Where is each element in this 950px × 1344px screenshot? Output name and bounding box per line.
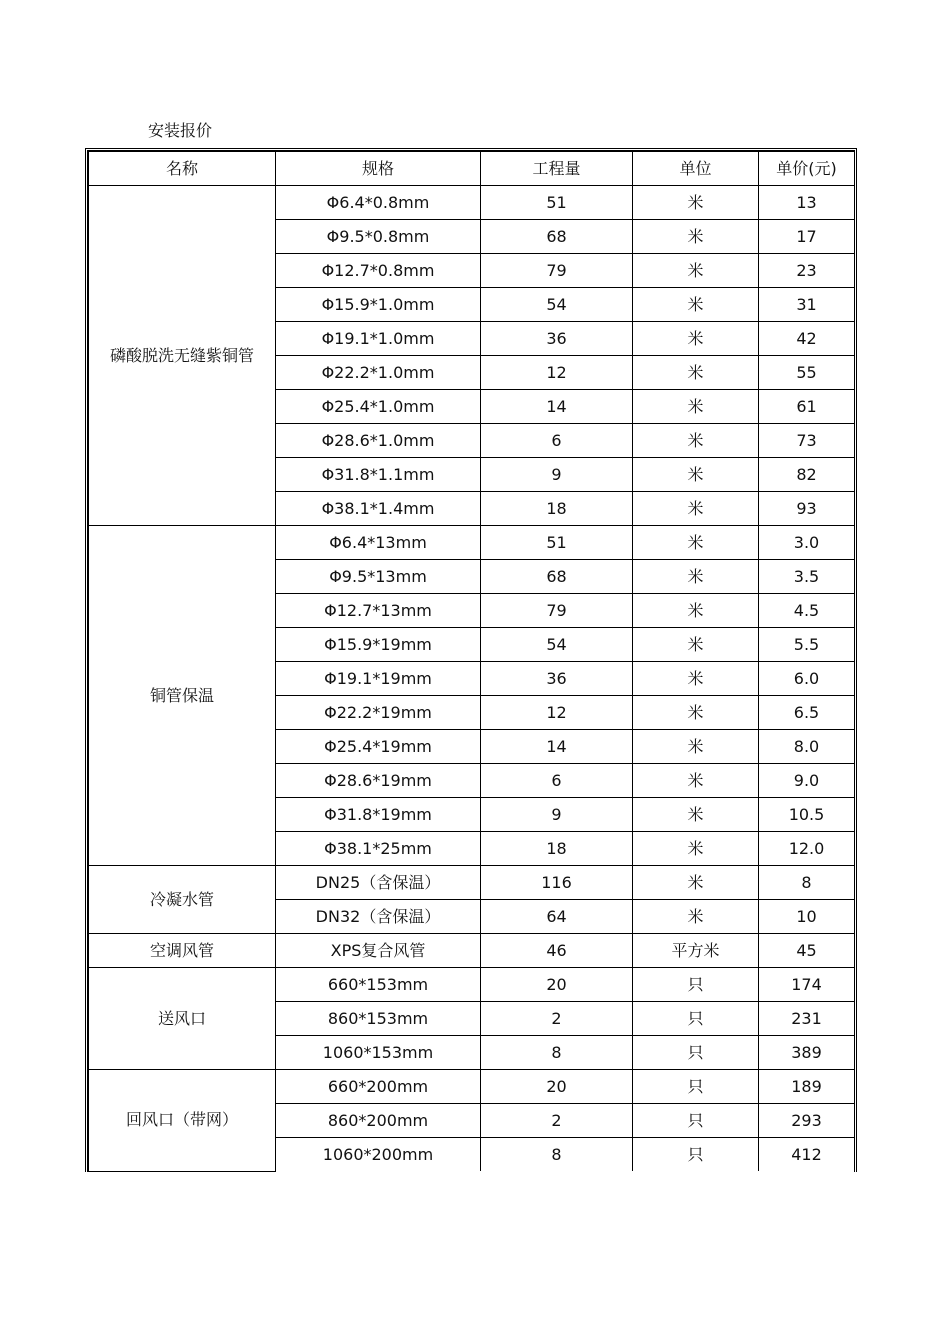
table-row xyxy=(89,934,855,968)
spec-cell: DN25（含保温） xyxy=(276,866,481,900)
header-spec: 规格 xyxy=(276,152,481,186)
header-name: 名称 xyxy=(89,152,276,186)
unit-cell: 米 xyxy=(633,458,759,492)
table-row xyxy=(89,1070,855,1104)
unit-cell: 只 xyxy=(633,1002,759,1036)
quantity-cell: 18 xyxy=(481,492,633,526)
unit-price-cell: 82 xyxy=(759,458,855,492)
unit-price-cell: 12.0 xyxy=(759,832,855,866)
quantity-cell: 6 xyxy=(481,424,633,458)
spec-cell: Φ6.4*0.8mm xyxy=(276,186,481,220)
header-quantity: 工程量 xyxy=(481,152,633,186)
quantity-cell: 36 xyxy=(481,322,633,356)
unit-cell: 米 xyxy=(633,322,759,356)
unit-cell: 米 xyxy=(633,866,759,900)
quantity-cell: 14 xyxy=(481,390,633,424)
spec-cell: XPS复合风管 xyxy=(276,934,481,968)
unit-cell: 只 xyxy=(633,1104,759,1138)
item-name-cell: 空调风管 xyxy=(89,934,276,968)
unit-price-cell: 17 xyxy=(759,220,855,254)
unit-price-cell: 73 xyxy=(759,424,855,458)
unit-price-cell: 13 xyxy=(759,186,855,220)
quantity-cell: 18 xyxy=(481,832,633,866)
quantity-cell: 51 xyxy=(481,526,633,560)
unit-cell: 只 xyxy=(633,1070,759,1104)
quantity-cell: 79 xyxy=(481,594,633,628)
installation-quote-table xyxy=(88,151,855,1172)
unit-price-cell: 9.0 xyxy=(759,764,855,798)
document-title: 安装报价 xyxy=(148,121,213,140)
quantity-cell: 12 xyxy=(481,696,633,730)
unit-cell: 米 xyxy=(633,594,759,628)
quantity-cell: 20 xyxy=(481,968,633,1002)
item-name-cell: 送风口 xyxy=(89,968,276,1070)
item-name-cell: 磷酸脱洗无缝紫铜管 xyxy=(89,186,276,526)
unit-cell: 米 xyxy=(633,696,759,730)
unit-price-cell: 45 xyxy=(759,934,855,968)
unit-cell: 米 xyxy=(633,730,759,764)
table-row xyxy=(89,968,855,1002)
unit-cell: 米 xyxy=(633,492,759,526)
unit-price-cell: 231 xyxy=(759,1002,855,1036)
unit-cell: 米 xyxy=(633,526,759,560)
unit-cell: 米 xyxy=(633,764,759,798)
unit-price-cell: 3.5 xyxy=(759,560,855,594)
spec-cell: Φ31.8*19mm xyxy=(276,798,481,832)
unit-price-cell: 293 xyxy=(759,1104,855,1138)
quantity-cell: 46 xyxy=(481,934,633,968)
table-header-row xyxy=(89,152,855,186)
spec-cell: Φ22.2*1.0mm xyxy=(276,356,481,390)
quantity-cell: 6 xyxy=(481,764,633,798)
quantity-cell: 68 xyxy=(481,220,633,254)
unit-cell: 米 xyxy=(633,356,759,390)
unit-price-cell: 42 xyxy=(759,322,855,356)
spec-cell: 1060*200mm xyxy=(276,1138,481,1172)
spec-cell: 660*153mm xyxy=(276,968,481,1002)
spec-cell: Φ31.8*1.1mm xyxy=(276,458,481,492)
unit-price-cell: 10.5 xyxy=(759,798,855,832)
quantity-cell: 9 xyxy=(481,798,633,832)
spec-cell: Φ22.2*19mm xyxy=(276,696,481,730)
spec-cell: Φ15.9*19mm xyxy=(276,628,481,662)
unit-price-cell: 31 xyxy=(759,288,855,322)
spec-cell: Φ28.6*19mm xyxy=(276,764,481,798)
unit-price-cell: 93 xyxy=(759,492,855,526)
unit-cell: 只 xyxy=(633,1138,759,1172)
unit-cell: 米 xyxy=(633,560,759,594)
quantity-cell: 9 xyxy=(481,458,633,492)
unit-price-cell: 55 xyxy=(759,356,855,390)
unit-cell: 米 xyxy=(633,288,759,322)
quantity-cell: 20 xyxy=(481,1070,633,1104)
item-name-cell: 冷凝水管 xyxy=(89,866,276,934)
quantity-cell: 8 xyxy=(481,1138,633,1172)
quantity-cell: 79 xyxy=(481,254,633,288)
table-row xyxy=(89,526,855,560)
spec-cell: Φ6.4*13mm xyxy=(276,526,481,560)
unit-price-cell: 23 xyxy=(759,254,855,288)
unit-price-cell: 412 xyxy=(759,1138,855,1172)
quantity-cell: 51 xyxy=(481,186,633,220)
unit-cell: 米 xyxy=(633,186,759,220)
unit-cell: 米 xyxy=(633,900,759,934)
spec-cell: Φ19.1*19mm xyxy=(276,662,481,696)
spec-cell: Φ9.5*13mm xyxy=(276,560,481,594)
unit-price-cell: 174 xyxy=(759,968,855,1002)
quantity-cell: 14 xyxy=(481,730,633,764)
quantity-cell: 8 xyxy=(481,1036,633,1070)
spec-cell: 860*200mm xyxy=(276,1104,481,1138)
spec-cell: Φ38.1*25mm xyxy=(276,832,481,866)
spec-cell: Φ19.1*1.0mm xyxy=(276,322,481,356)
unit-price-cell: 189 xyxy=(759,1070,855,1104)
spec-cell: Φ12.7*13mm xyxy=(276,594,481,628)
unit-price-cell: 6.5 xyxy=(759,696,855,730)
unit-cell: 米 xyxy=(633,832,759,866)
unit-price-cell: 389 xyxy=(759,1036,855,1070)
quantity-cell: 12 xyxy=(481,356,633,390)
table-body xyxy=(89,186,855,1172)
unit-price-cell: 10 xyxy=(759,900,855,934)
unit-price-cell: 4.5 xyxy=(759,594,855,628)
spec-cell: Φ9.5*0.8mm xyxy=(276,220,481,254)
unit-cell: 平方米 xyxy=(633,934,759,968)
spec-cell: 860*153mm xyxy=(276,1002,481,1036)
unit-cell: 米 xyxy=(633,254,759,288)
spec-cell: Φ25.4*19mm xyxy=(276,730,481,764)
unit-price-cell: 6.0 xyxy=(759,662,855,696)
quantity-cell: 54 xyxy=(481,288,633,322)
spec-cell: Φ38.1*1.4mm xyxy=(276,492,481,526)
quantity-cell: 64 xyxy=(481,900,633,934)
spec-cell: Φ28.6*1.0mm xyxy=(276,424,481,458)
item-name-cell: 回风口（带网） xyxy=(89,1070,276,1172)
header-unit: 单位 xyxy=(633,152,759,186)
unit-cell: 米 xyxy=(633,628,759,662)
spec-cell: 660*200mm xyxy=(276,1070,481,1104)
unit-cell: 只 xyxy=(633,1036,759,1070)
header-unit-price: 单价(元) xyxy=(759,152,855,186)
unit-cell: 米 xyxy=(633,220,759,254)
unit-cell: 米 xyxy=(633,390,759,424)
spec-cell: DN32（含保温） xyxy=(276,900,481,934)
quantity-cell: 2 xyxy=(481,1104,633,1138)
unit-price-cell: 8 xyxy=(759,866,855,900)
spec-cell: 1060*153mm xyxy=(276,1036,481,1070)
table-row xyxy=(89,866,855,900)
quantity-cell: 2 xyxy=(481,1002,633,1036)
quote-table-container xyxy=(85,148,857,1172)
spec-cell: Φ25.4*1.0mm xyxy=(276,390,481,424)
unit-cell: 米 xyxy=(633,662,759,696)
spec-cell: Φ15.9*1.0mm xyxy=(276,288,481,322)
table-row xyxy=(89,186,855,220)
unit-cell: 米 xyxy=(633,798,759,832)
unit-price-cell: 3.0 xyxy=(759,526,855,560)
unit-price-cell: 8.0 xyxy=(759,730,855,764)
spec-cell: Φ12.7*0.8mm xyxy=(276,254,481,288)
unit-price-cell: 5.5 xyxy=(759,628,855,662)
unit-cell: 只 xyxy=(633,968,759,1002)
unit-cell: 米 xyxy=(633,424,759,458)
quantity-cell: 54 xyxy=(481,628,633,662)
item-name-cell: 铜管保温 xyxy=(89,526,276,866)
quantity-cell: 68 xyxy=(481,560,633,594)
unit-price-cell: 61 xyxy=(759,390,855,424)
quantity-cell: 116 xyxy=(481,866,633,900)
quantity-cell: 36 xyxy=(481,662,633,696)
